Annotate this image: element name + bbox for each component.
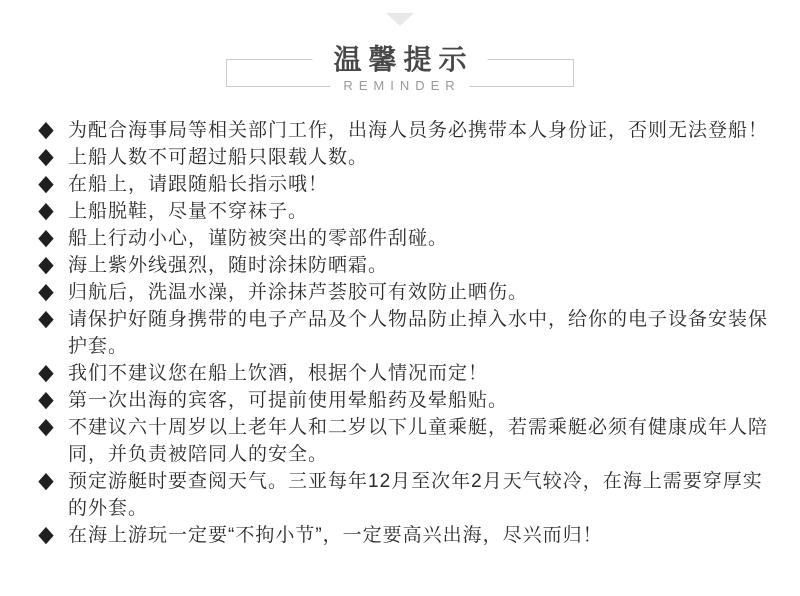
tip-text: 海上紫外线强烈，随时涂抹防晒霜。 — [68, 255, 389, 276]
tip-text: 归航后，洗温水澡，并涂抹芦荟胶可有效防止晒伤。 — [68, 282, 529, 303]
tip-text: 第一次出海的宾客，可提前使用晕船药及晕船贴。 — [68, 390, 509, 411]
diamond-bullet-icon: ◆ — [38, 279, 54, 305]
tip-item — [38, 117, 800, 144]
page-subtitle: REMINDER — [330, 78, 469, 94]
diamond-bullet-icon: ◆ — [38, 144, 54, 170]
tip-text: 上船人数不可超过船只限载人数。 — [68, 147, 369, 168]
reminder-notice-page — [0, 13, 800, 596]
tip-item — [38, 387, 800, 414]
tip-item — [38, 225, 800, 252]
diamond-bullet-icon: ◆ — [38, 252, 54, 278]
tip-item — [38, 468, 800, 522]
tip-text: 请保护好随身携带的电子产品及个人物品防止掉入水中，给你的电子设备安装保护套。 — [68, 309, 769, 357]
diamond-bullet-icon: ◆ — [38, 360, 54, 386]
tip-item — [38, 306, 800, 360]
tip-item — [38, 252, 800, 279]
tip-item — [38, 360, 800, 387]
tip-text: 船上行动小心，谨防被突出的零部件刮碰。 — [68, 228, 449, 249]
page-title: 温馨提示 — [312, 44, 487, 76]
tip-item — [38, 144, 800, 171]
tip-text: 我们不建议您在船上饮酒，根据个人情况而定！ — [68, 363, 489, 384]
diamond-bullet-icon: ◆ — [38, 117, 54, 143]
tip-text: 不建议六十周岁以上老年人和二岁以下儿童乘艇，若需乘艇必须有健康成年人陪同，并负责被陪同人的安全。 — [68, 417, 769, 465]
diamond-bullet-icon: ◆ — [38, 387, 54, 413]
tip-text: 为配合海事局等相关部门工作，出海人员务必携带本人身份证，否则无法登船！ — [68, 120, 769, 141]
diamond-bullet-icon: ◆ — [38, 306, 54, 332]
header-box — [226, 43, 574, 93]
tip-item — [38, 522, 800, 549]
diamond-bullet-icon: ◆ — [38, 522, 54, 548]
tip-text: 上船脱鞋，尽量不穿袜子。 — [68, 201, 309, 222]
tip-text: 在海上游玩一定要“不拘小节”，一定要高兴出海，尽兴而归！ — [68, 525, 603, 546]
triangle-down-icon — [386, 13, 414, 26]
tip-item — [38, 414, 800, 468]
tip-text: 在船上，请跟随船长指示哦！ — [68, 174, 329, 195]
diamond-bullet-icon: ◆ — [38, 198, 54, 224]
tip-text: 预定游艇时要查阅天气。三亚每年12月至次年2月天气较冷，在海上需要穿厚实的外套。 — [68, 471, 763, 519]
tips-list — [0, 117, 800, 549]
tip-item — [38, 279, 800, 306]
diamond-bullet-icon: ◆ — [38, 171, 54, 197]
diamond-bullet-icon: ◆ — [38, 225, 54, 251]
tip-item — [38, 171, 800, 198]
diamond-bullet-icon: ◆ — [38, 414, 54, 440]
tip-item — [38, 198, 800, 225]
diamond-bullet-icon: ◆ — [38, 468, 54, 494]
